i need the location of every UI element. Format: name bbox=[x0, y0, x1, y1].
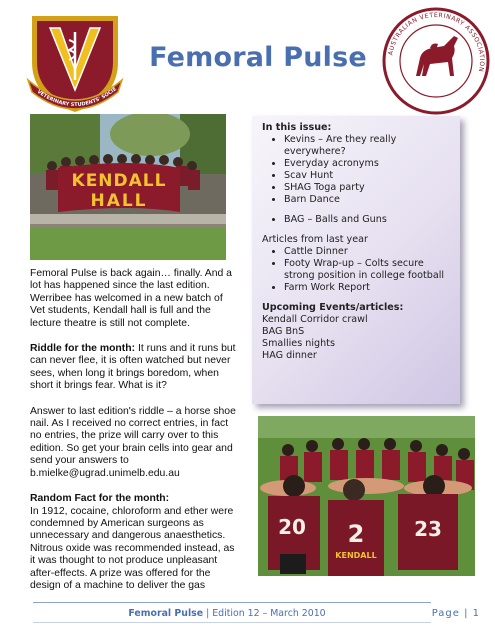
upcoming-heading: Upcoming Events/articles: bbox=[262, 302, 404, 313]
list-item: • Cattle Dinner bbox=[284, 246, 454, 258]
intro-paragraph: Femoral Pulse is back again… finally. And a lot has happened since the last edition. Werribee has welcomed in a new batch of Vet students, Kendall hall is full and the lecture theatre is still not complete. bbox=[30, 268, 232, 329]
jersey-text: KENDALL bbox=[335, 551, 377, 560]
riddle-heading: Riddle for the month: bbox=[30, 343, 136, 355]
upcoming-item: Kendall Corridor crawl bbox=[262, 314, 368, 325]
articles-list bbox=[262, 246, 454, 294]
jersey-number: 20 bbox=[278, 515, 306, 539]
footy-huddle-photo bbox=[258, 416, 475, 576]
list-item: • Barn Dance bbox=[284, 194, 454, 206]
left-column bbox=[30, 268, 240, 605]
upcoming-item: BAG BnS bbox=[262, 326, 305, 337]
random-fact-heading: Random Fact for the month: bbox=[30, 493, 170, 505]
banner-kendall-text: KENDALL bbox=[71, 171, 167, 191]
jersey-number: 2 bbox=[347, 520, 365, 548]
shield-banner-text: VETERINARY STUDENTS' SOCIE bbox=[35, 86, 118, 109]
in-this-issue-sidebar bbox=[252, 116, 460, 404]
ava-ring-text: AUSTRALIAN VETERINARY ASSOCIATION bbox=[387, 11, 486, 73]
upcoming-item: Smallies nights bbox=[262, 338, 335, 349]
riddle-text: It runs and it runs but can never flee, it is often watched but never sees, when long it brings boredom, when short it brings fear. What is it? bbox=[30, 343, 236, 392]
riddle-paragraph bbox=[30, 343, 240, 393]
list-item: • Everyday acronyms bbox=[284, 158, 454, 170]
articles-heading: Articles from last year bbox=[262, 234, 368, 245]
newsletter-title: Femoral Pulse bbox=[149, 42, 367, 73]
answer-paragraph: Answer to last edition's riddle – a horse shoe nail. As I received no correct entries, in fact no entries, the prize will carry over to this edition. So get your brain cells into gear and send your answers to b.mielke@ugrad.unimelb.edu.au bbox=[30, 405, 236, 479]
vsv-shield-logo bbox=[20, 10, 130, 116]
footer-divider-lower bbox=[33, 622, 431, 623]
banner-hall-text: HALL bbox=[90, 191, 148, 211]
list-item: • SHAG Toga party bbox=[284, 182, 454, 194]
list-item: • BAG – Balls and Guns bbox=[284, 214, 454, 226]
footer-divider bbox=[33, 602, 431, 603]
footer-edition bbox=[33, 608, 421, 619]
issue-list-2 bbox=[262, 214, 454, 226]
jersey-number: 23 bbox=[414, 517, 442, 541]
ava-horse-logo bbox=[380, 6, 492, 116]
kendall-hall-photo bbox=[30, 114, 226, 260]
upcoming-item: HAG dinner bbox=[262, 350, 317, 361]
random-fact-paragraph bbox=[30, 493, 240, 592]
random-fact-text: In 1912, cocaine, chloroform and ether were condemned by American surgeons as unnecessary and dangerous anaesthetics. Nitrous oxide was recommended instead, as it was thought to not produce unpleasant after-effects. A prize was offered for the design of a machine to deliver the gas bbox=[30, 505, 235, 591]
issue-heading: In this issue: bbox=[262, 122, 332, 133]
list-item: • Kevins – Are they really everywhere? bbox=[284, 134, 454, 158]
list-item: • Farm Work Report bbox=[284, 282, 454, 294]
list-item: • Scav Hunt bbox=[284, 170, 454, 182]
footer-edition-text: | Edition 12 – March 2010 bbox=[203, 608, 326, 619]
issue-list bbox=[262, 134, 454, 206]
footer-publication: Femoral Pulse bbox=[128, 608, 204, 619]
list-item: • Footy Wrap-up – Colts secure strong position in college football bbox=[284, 258, 454, 282]
page-number: Page | 1 bbox=[431, 608, 480, 619]
